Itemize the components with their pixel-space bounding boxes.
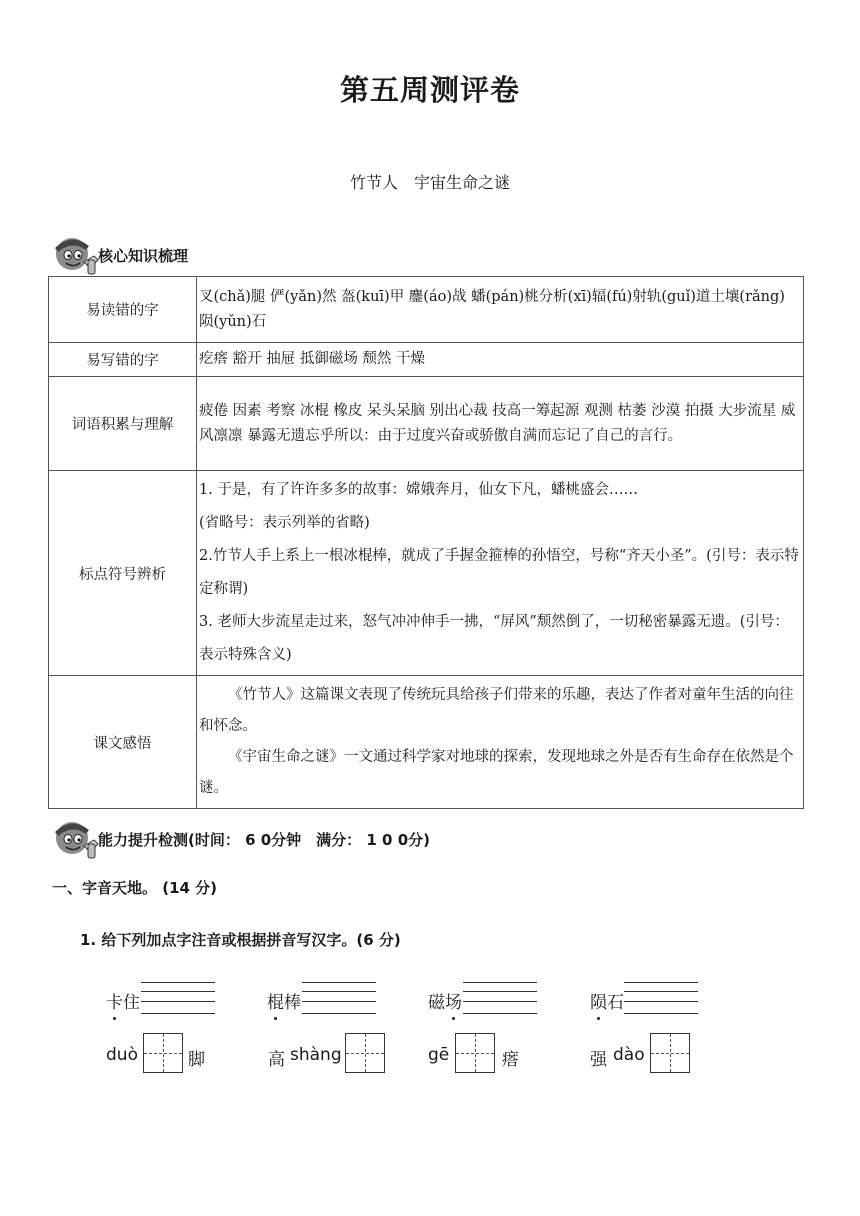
knowledge-table bbox=[48, 276, 804, 809]
pinyin-shang: shàng bbox=[290, 1045, 342, 1065]
row-content bbox=[197, 676, 804, 809]
section-core-header bbox=[48, 232, 188, 278]
word-yunshi: 陨石 bbox=[590, 988, 624, 1013]
table-row bbox=[49, 343, 804, 377]
character-answer-box[interactable] bbox=[650, 1033, 690, 1073]
mascot-icon bbox=[48, 232, 102, 278]
content-line: 1. 于是，有了许许多多的故事：嫦娥奔月，仙女下凡，蟠桃盛会…… bbox=[199, 482, 638, 498]
character-answer-box[interactable] bbox=[455, 1033, 495, 1073]
pinyin-duo: duò bbox=[106, 1045, 138, 1065]
word-suffix: 脚 bbox=[188, 1050, 205, 1070]
table-row bbox=[49, 676, 804, 809]
question-one: 1. 给下列加点字注音或根据拼音写汉字。(6 分) bbox=[80, 931, 401, 949]
part-one-heading: 一、字音天地。 (14 分) bbox=[52, 879, 218, 897]
row-label: 标点符号辨析 bbox=[49, 471, 197, 676]
pinyin-answer-box[interactable] bbox=[624, 982, 698, 1014]
row-label: 词语积累与理解 bbox=[49, 377, 197, 471]
pinyin-ge: gē bbox=[428, 1045, 450, 1065]
section-ability-header bbox=[48, 816, 430, 862]
section-ability-title: 能力提升检测(时间： 6 0分钟 满分： 1 0 0分) bbox=[98, 830, 431, 849]
word-prefix: 高 bbox=[268, 1050, 285, 1070]
content-line: 疙瘩 豁开 抽屉 抵御磁场 颓然 干燥 bbox=[199, 351, 426, 367]
table-row bbox=[49, 277, 804, 343]
character-answer-box[interactable] bbox=[345, 1033, 385, 1073]
row-label: 易写错的字 bbox=[49, 343, 197, 377]
word-suffix: 瘩 bbox=[502, 1050, 519, 1070]
character-answer-box[interactable] bbox=[143, 1033, 183, 1073]
mascot-icon bbox=[48, 816, 102, 862]
content-line: 叉(chǎ)腿 俨(yǎn)然 盔(kuī)甲 鏖(áo)战 蟠(pán)桃分析(xī)辐(fú)射轨(guǐ)道土壤(rǎng) 陨(yǔn)石 bbox=[199, 288, 785, 330]
section-core-title: 核心知识梳理 bbox=[98, 246, 189, 265]
pinyin-answer-box[interactable] bbox=[463, 982, 537, 1014]
content-line: 《竹节人》这篇课文表现了传统玩具给孩子们带来的乐趣，表达了作者对童年生活的向往和怀念。 bbox=[199, 687, 794, 734]
row-content bbox=[197, 377, 804, 471]
content-line: 3. 老师大步流星走过来，怒气冲冲伸手一拂，“屏风”颓然倒了，一切秘密暴露无遗。(引号：表示特殊含义) bbox=[199, 614, 789, 663]
table-row bbox=[49, 377, 804, 471]
row-label: 课文感悟 bbox=[49, 676, 197, 809]
page-subtitle: 竹节人 宇宙生命之谜 bbox=[349, 173, 510, 192]
pinyin-answer-box[interactable] bbox=[302, 982, 376, 1014]
pinyin-answer-box[interactable] bbox=[141, 982, 215, 1014]
row-label: 易读错的字 bbox=[49, 277, 197, 343]
word-gunbang: 棍棒 bbox=[267, 988, 301, 1013]
row-content bbox=[197, 277, 804, 343]
content-line: 《宇宙生命之谜》一文通过科学家对地球的探索，发现地球之外是否有生命存在依然是个谜。 bbox=[199, 749, 794, 796]
table-row bbox=[49, 471, 804, 676]
row-content bbox=[197, 471, 804, 676]
content-line: (省略号：表示列举的省略) bbox=[199, 515, 370, 531]
row-content bbox=[197, 343, 804, 377]
word-cichang: 磁场 bbox=[428, 988, 462, 1013]
content-line: 2.竹节人手上系上一根冰棍棒，就成了手握金箍棒的孙悟空，号称“齐天小圣”。(引号：表示特定称谓) bbox=[199, 548, 799, 597]
word-prefix: 强 bbox=[590, 1050, 607, 1070]
word-kazhu: 卡住 bbox=[106, 988, 140, 1013]
content-line: 疲倦 因素 考察 冰棍 橡皮 呆头呆脑 别出心裁 技高一筹起源 观测 枯萎 沙漠 拍摄 大步流星 威风凛凛 暴露无遗忘乎所以：由于过度兴奋或骄傲自满而忘记了自己的言行。 bbox=[199, 402, 796, 444]
page-title: 第五周测评卷 bbox=[339, 73, 520, 107]
pinyin-dao: dào bbox=[613, 1045, 645, 1065]
